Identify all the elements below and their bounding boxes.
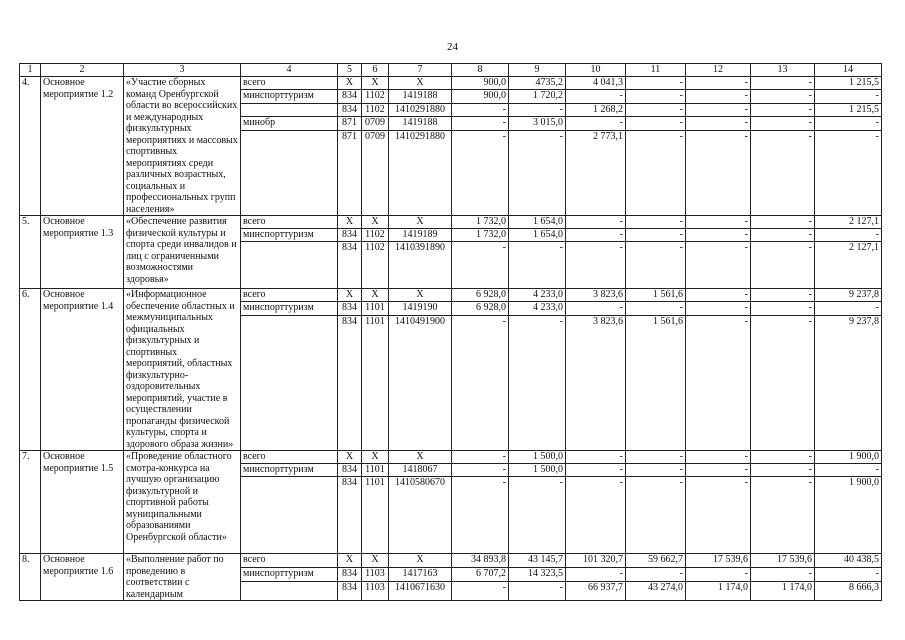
column-header-4: 4 bbox=[241, 64, 338, 77]
cell-c11: - bbox=[626, 242, 686, 289]
event-name: Основное мероприятие 1.4 bbox=[41, 289, 124, 451]
column-header-1: 1 bbox=[20, 64, 41, 77]
cell-c9: 1 654,0 bbox=[509, 229, 566, 242]
cell-c7: 1410291880 bbox=[389, 103, 452, 116]
cell-c14: 2 127,1 bbox=[815, 216, 882, 229]
cell-c9: 1 500,0 bbox=[509, 451, 566, 464]
cell-c7: 1410291880 bbox=[389, 130, 452, 216]
cell-c9: - bbox=[509, 582, 566, 601]
cell-c8: - bbox=[452, 464, 509, 477]
cell-c6: X bbox=[362, 77, 389, 90]
cell-c12: - bbox=[686, 302, 751, 315]
cell-c7: X bbox=[389, 554, 452, 568]
cell-c10: - bbox=[566, 242, 626, 289]
cell-c7: X bbox=[389, 289, 452, 302]
row-number: 6. bbox=[20, 289, 41, 451]
header-row bbox=[20, 64, 882, 77]
cell-c7: 1417163 bbox=[389, 568, 452, 582]
cell-c14: 1 215,5 bbox=[815, 77, 882, 90]
cell-c10: 101 320,7 bbox=[566, 554, 626, 568]
cell-c8: 6 928,0 bbox=[452, 289, 509, 302]
cell-c10: - bbox=[566, 117, 626, 130]
cell-c13: - bbox=[751, 451, 815, 464]
cell-c5: 834 bbox=[338, 242, 362, 289]
cell-c5: X bbox=[338, 77, 362, 90]
cell-c6: 1101 bbox=[362, 315, 389, 450]
table-body bbox=[20, 64, 882, 601]
column-header-6: 6 bbox=[362, 64, 389, 77]
cell-c10: 3 823,6 bbox=[566, 289, 626, 302]
cell-c13: - bbox=[751, 315, 815, 450]
event-description: «Проведение областного смотра-конкурса на лучшую организацию физкультурной и спортивной работы муниципальными образованиями Оренбургской области» bbox=[124, 451, 241, 554]
cell-c10: - bbox=[566, 477, 626, 554]
cell-c9: - bbox=[509, 242, 566, 289]
cell-c8: 6 707,2 bbox=[452, 568, 509, 582]
cell-c6: 1102 bbox=[362, 229, 389, 242]
table-row bbox=[20, 77, 882, 90]
cell-c12: - bbox=[686, 117, 751, 130]
row-number: 4. bbox=[20, 77, 41, 216]
cell-exec: минспорттуризм bbox=[241, 302, 338, 315]
cell-exec: всего bbox=[241, 554, 338, 568]
cell-c5: 871 bbox=[338, 130, 362, 216]
cell-c14: - bbox=[815, 302, 882, 315]
table-row bbox=[20, 554, 882, 568]
cell-c13: - bbox=[751, 289, 815, 302]
cell-c6: 1101 bbox=[362, 477, 389, 554]
cell-c5: X bbox=[338, 289, 362, 302]
cell-c8: - bbox=[452, 242, 509, 289]
cell-exec: всего bbox=[241, 216, 338, 229]
cell-c13: 1 174,0 bbox=[751, 582, 815, 601]
page-number: 24 bbox=[447, 41, 458, 53]
event-name: Основное мероприятие 1.5 bbox=[41, 451, 124, 554]
cell-c11: 59 662,7 bbox=[626, 554, 686, 568]
column-header-12: 12 bbox=[686, 64, 751, 77]
cell-c5: 834 bbox=[338, 477, 362, 554]
cell-c8: 1 732,0 bbox=[452, 216, 509, 229]
cell-c10: 4 041,3 bbox=[566, 77, 626, 90]
cell-c11: - bbox=[626, 117, 686, 130]
event-description: «Выполнение работ по проведению в соответствии с календарным bbox=[124, 554, 241, 601]
cell-c11: - bbox=[626, 229, 686, 242]
cell-c9: 3 015,0 bbox=[509, 117, 566, 130]
cell-c8: - bbox=[452, 130, 509, 216]
cell-c11: - bbox=[626, 464, 686, 477]
cell-c11: - bbox=[626, 477, 686, 554]
cell-c6: 1101 bbox=[362, 464, 389, 477]
cell-c10: - bbox=[566, 302, 626, 315]
cell-c6: X bbox=[362, 289, 389, 302]
cell-c9: - bbox=[509, 103, 566, 116]
table-row bbox=[20, 451, 882, 464]
cell-c9: 4 233,0 bbox=[509, 302, 566, 315]
cell-c7: X bbox=[389, 216, 452, 229]
cell-c12: - bbox=[686, 216, 751, 229]
cell-exec: минспорттуризм bbox=[241, 229, 338, 242]
cell-c9: 1 500,0 bbox=[509, 464, 566, 477]
cell-c13: - bbox=[751, 103, 815, 116]
row-number: 5. bbox=[20, 216, 41, 289]
cell-c12: 1 174,0 bbox=[686, 582, 751, 601]
cell-c7: X bbox=[389, 77, 452, 90]
cell-c14: 8 666,3 bbox=[815, 582, 882, 601]
cell-c11: - bbox=[626, 451, 686, 464]
cell-exec bbox=[241, 242, 338, 289]
cell-c12: - bbox=[686, 130, 751, 216]
cell-c10: 1 268,2 bbox=[566, 103, 626, 116]
cell-c9: - bbox=[509, 477, 566, 554]
cell-exec bbox=[241, 582, 338, 601]
cell-c5: 834 bbox=[338, 464, 362, 477]
cell-c6: 1101 bbox=[362, 302, 389, 315]
event-description: «Участие сборных команд Оренбургской области во всероссийских и международных физкультурных мероприятиях и массовых спортивных мероприятиях среди различных возрастных, социальных и профессиональных групп населения» bbox=[124, 77, 241, 216]
cell-c8: - bbox=[452, 315, 509, 450]
cell-c7: 1410671630 bbox=[389, 582, 452, 601]
cell-c12: - bbox=[686, 451, 751, 464]
cell-c8: 1 732,0 bbox=[452, 229, 509, 242]
cell-c14: 9 237,8 bbox=[815, 315, 882, 450]
cell-c8: - bbox=[452, 117, 509, 130]
cell-c14: - bbox=[815, 568, 882, 582]
cell-c10: 2 773,1 bbox=[566, 130, 626, 216]
cell-c8: - bbox=[452, 582, 509, 601]
cell-c11: - bbox=[626, 103, 686, 116]
cell-c8: 34 893,8 bbox=[452, 554, 509, 568]
cell-c12: - bbox=[686, 464, 751, 477]
cell-c6: 0709 bbox=[362, 117, 389, 130]
cell-exec bbox=[241, 315, 338, 450]
cell-c12: - bbox=[686, 289, 751, 302]
cell-c14: 1 900,0 bbox=[815, 451, 882, 464]
column-header-5: 5 bbox=[338, 64, 362, 77]
cell-c5: 834 bbox=[338, 302, 362, 315]
cell-c6: 1102 bbox=[362, 103, 389, 116]
cell-c7: 1419188 bbox=[389, 117, 452, 130]
cell-c13: - bbox=[751, 77, 815, 90]
cell-c12: - bbox=[686, 103, 751, 116]
event-name: Основное мероприятие 1.3 bbox=[41, 216, 124, 289]
cell-c10: 3 823,6 bbox=[566, 315, 626, 450]
cell-c12: - bbox=[686, 242, 751, 289]
cell-c13: - bbox=[751, 229, 815, 242]
cell-exec: минобр bbox=[241, 117, 338, 130]
cell-exec bbox=[241, 103, 338, 116]
cell-c6: X bbox=[362, 216, 389, 229]
cell-c8: 6 928,0 bbox=[452, 302, 509, 315]
cell-c10: - bbox=[566, 90, 626, 103]
cell-c7: X bbox=[389, 451, 452, 464]
event-name: Основное мероприятие 1.6 bbox=[41, 554, 124, 601]
cell-c9: 1 720,2 bbox=[509, 90, 566, 103]
cell-c13: - bbox=[751, 130, 815, 216]
cell-c6: 1103 bbox=[362, 582, 389, 601]
cell-exec: всего bbox=[241, 289, 338, 302]
cell-c12: - bbox=[686, 90, 751, 103]
cell-c5: 834 bbox=[338, 582, 362, 601]
cell-c14: - bbox=[815, 229, 882, 242]
row-number: 7. bbox=[20, 451, 41, 554]
cell-c9: - bbox=[509, 315, 566, 450]
cell-c5: 834 bbox=[338, 568, 362, 582]
cell-c8: - bbox=[452, 451, 509, 464]
cell-c11: - bbox=[626, 77, 686, 90]
cell-c14: 1 215,5 bbox=[815, 103, 882, 116]
cell-c5: X bbox=[338, 554, 362, 568]
cell-c12: - bbox=[686, 229, 751, 242]
cell-c14: - bbox=[815, 117, 882, 130]
column-header-14: 14 bbox=[815, 64, 882, 77]
cell-c12: - bbox=[686, 315, 751, 450]
cell-c11: 1 561,6 bbox=[626, 315, 686, 450]
cell-c7: 1418067 bbox=[389, 464, 452, 477]
cell-c10: 66 937,7 bbox=[566, 582, 626, 601]
cell-c13: - bbox=[751, 302, 815, 315]
cell-c14: 40 438,5 bbox=[815, 554, 882, 568]
column-header-13: 13 bbox=[751, 64, 815, 77]
cell-c13: - bbox=[751, 216, 815, 229]
cell-c5: X bbox=[338, 216, 362, 229]
cell-exec: минспорттуризм bbox=[241, 568, 338, 582]
cell-c7: 1410491900 bbox=[389, 315, 452, 450]
column-header-7: 7 bbox=[389, 64, 452, 77]
cell-c13: - bbox=[751, 477, 815, 554]
cell-c9: 43 145,7 bbox=[509, 554, 566, 568]
cell-exec bbox=[241, 477, 338, 554]
cell-c14: - bbox=[815, 90, 882, 103]
cell-c7: 1419190 bbox=[389, 302, 452, 315]
cell-c10: - bbox=[566, 464, 626, 477]
cell-exec: всего bbox=[241, 451, 338, 464]
cell-c8: - bbox=[452, 477, 509, 554]
cell-c5: X bbox=[338, 451, 362, 464]
cell-c6: 0709 bbox=[362, 130, 389, 216]
cell-c11: - bbox=[626, 130, 686, 216]
cell-c8: 900,0 bbox=[452, 90, 509, 103]
column-header-10: 10 bbox=[566, 64, 626, 77]
cell-c9: 4 233,0 bbox=[509, 289, 566, 302]
cell-c14: - bbox=[815, 130, 882, 216]
event-name: Основное мероприятие 1.2 bbox=[41, 77, 124, 216]
cell-c14: 2 127,1 bbox=[815, 242, 882, 289]
cell-c9: 1 654,0 bbox=[509, 216, 566, 229]
table-row bbox=[20, 289, 882, 302]
cell-c10: - bbox=[566, 451, 626, 464]
cell-c14: 1 900,0 bbox=[815, 477, 882, 554]
cell-c11: - bbox=[626, 302, 686, 315]
cell-c14: - bbox=[815, 464, 882, 477]
column-header-9: 9 bbox=[509, 64, 566, 77]
cell-c7: 1419188 bbox=[389, 90, 452, 103]
column-header-8: 8 bbox=[452, 64, 509, 77]
cell-c5: 871 bbox=[338, 117, 362, 130]
budget-table bbox=[19, 63, 882, 601]
cell-c12: 17 539,6 bbox=[686, 554, 751, 568]
cell-c7: 1410391890 bbox=[389, 242, 452, 289]
cell-c5: 834 bbox=[338, 315, 362, 450]
cell-c11: - bbox=[626, 90, 686, 103]
cell-c7: 1410580670 bbox=[389, 477, 452, 554]
cell-c12: - bbox=[686, 77, 751, 90]
column-header-11: 11 bbox=[626, 64, 686, 77]
cell-c9: 14 323,5 bbox=[509, 568, 566, 582]
event-description: «Обеспечение развития физической культуры и спорта среди инвалидов и лиц с ограниченными возможностями здоровья» bbox=[124, 216, 241, 289]
cell-c5: 834 bbox=[338, 90, 362, 103]
cell-c8: - bbox=[452, 103, 509, 116]
column-header-3: 3 bbox=[124, 64, 241, 77]
cell-c12: - bbox=[686, 568, 751, 582]
cell-c10: - bbox=[566, 568, 626, 582]
column-header-2: 2 bbox=[41, 64, 124, 77]
cell-c13: - bbox=[751, 90, 815, 103]
cell-c12: - bbox=[686, 477, 751, 554]
cell-c6: X bbox=[362, 451, 389, 464]
event-description: «Информационное обеспечение областных и межмуниципальных официальных физкультурных и спортивных мероприятий, областных физкультурно-оздоровительных мероприятий, участие в осуществлении пропаганды физической культуры, спорта и здорового образа жизни» bbox=[124, 289, 241, 451]
cell-c13: 17 539,6 bbox=[751, 554, 815, 568]
cell-exec bbox=[241, 130, 338, 216]
cell-c9: - bbox=[509, 130, 566, 216]
cell-c8: 900,0 bbox=[452, 77, 509, 90]
cell-c13: - bbox=[751, 242, 815, 289]
cell-c6: 1103 bbox=[362, 568, 389, 582]
cell-exec: минспорттуризм bbox=[241, 90, 338, 103]
cell-c6: X bbox=[362, 554, 389, 568]
cell-c11: 1 561,6 bbox=[626, 289, 686, 302]
cell-c5: 834 bbox=[338, 103, 362, 116]
cell-c13: - bbox=[751, 464, 815, 477]
cell-c13: - bbox=[751, 117, 815, 130]
cell-c5: 834 bbox=[338, 229, 362, 242]
cell-c9: 4735,2 bbox=[509, 77, 566, 90]
cell-c7: 1419189 bbox=[389, 229, 452, 242]
cell-c14: 9 237,8 bbox=[815, 289, 882, 302]
row-number: 8. bbox=[20, 554, 41, 601]
cell-exec: всего bbox=[241, 77, 338, 90]
cell-c11: 43 274,0 bbox=[626, 582, 686, 601]
cell-c11: - bbox=[626, 568, 686, 582]
cell-c11: - bbox=[626, 216, 686, 229]
cell-c6: 1102 bbox=[362, 242, 389, 289]
cell-c10: - bbox=[566, 216, 626, 229]
cell-c10: - bbox=[566, 229, 626, 242]
table-row bbox=[20, 216, 882, 229]
cell-c6: 1102 bbox=[362, 90, 389, 103]
cell-c13: - bbox=[751, 568, 815, 582]
cell-exec: минспорттуризм bbox=[241, 464, 338, 477]
